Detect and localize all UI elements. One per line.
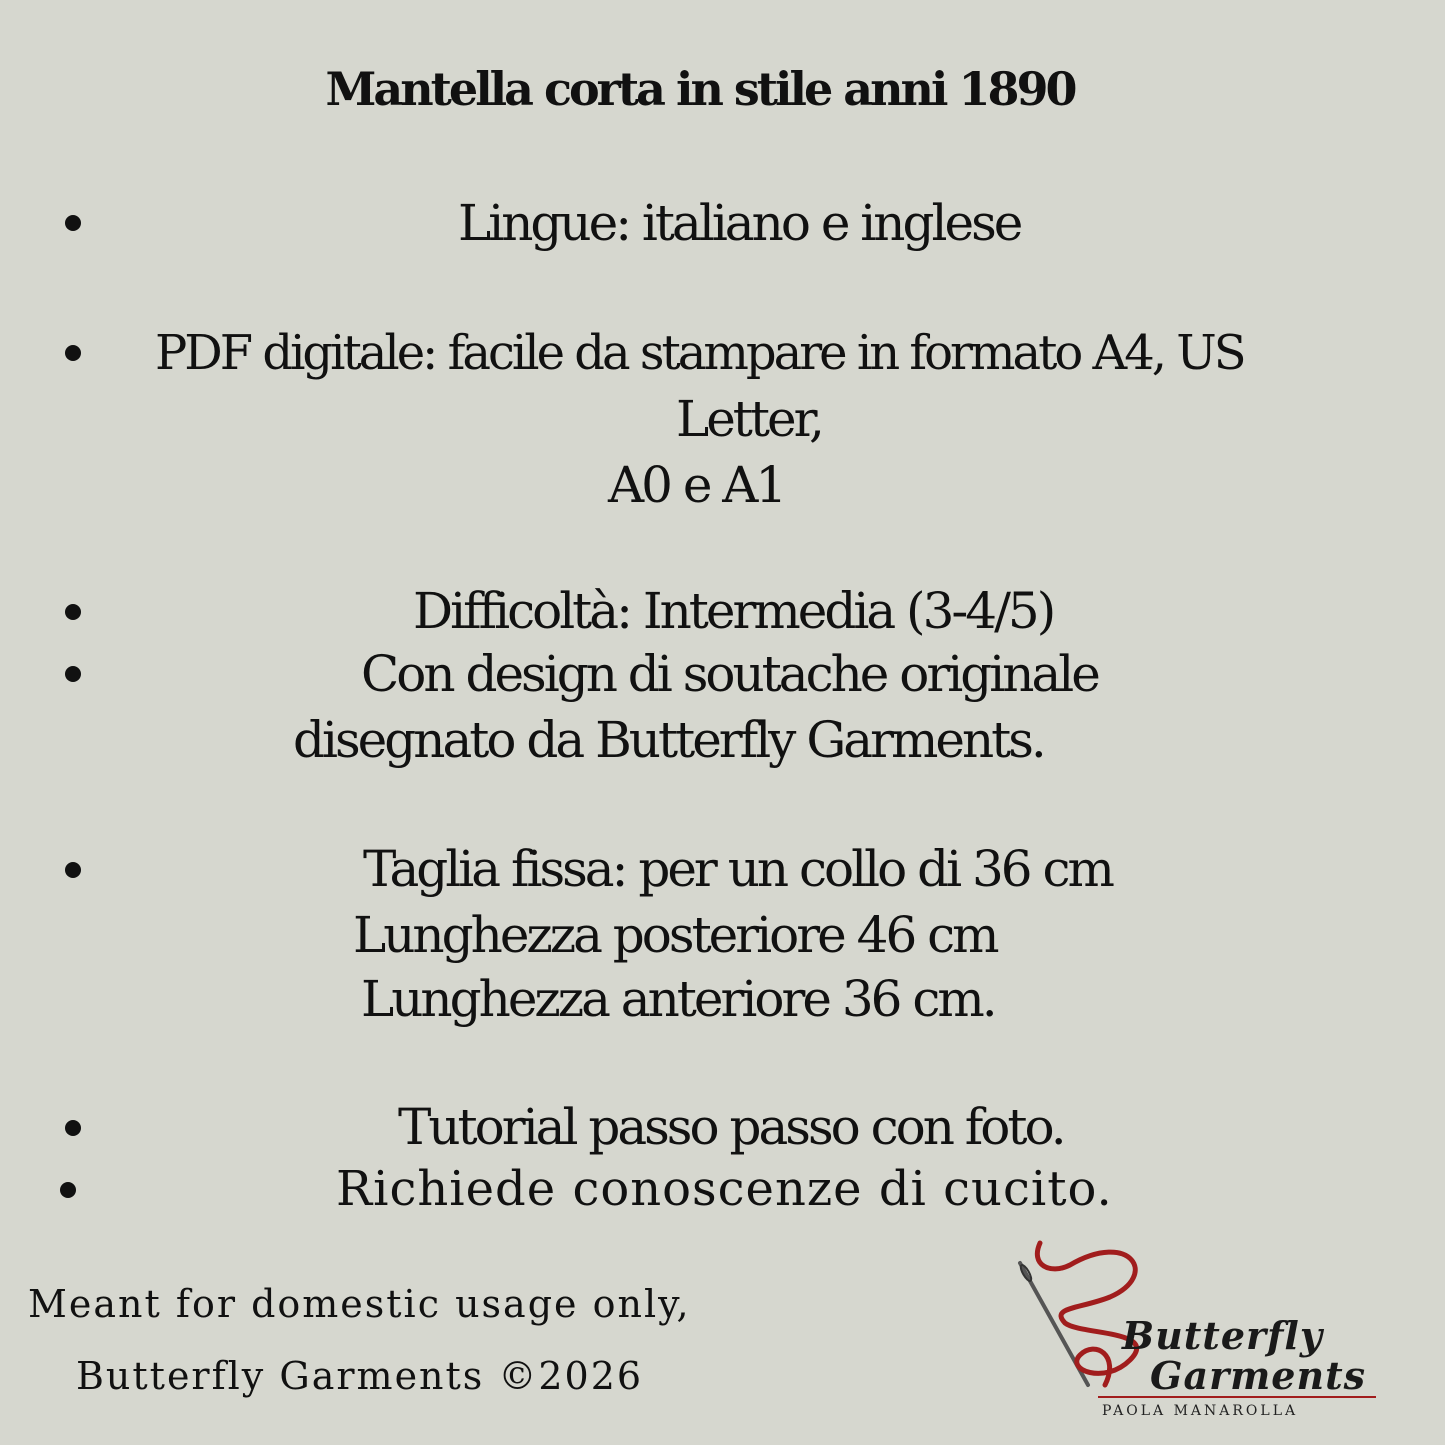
footer-line-2: Butterfly Garments ©2026 bbox=[76, 1354, 644, 1398]
logo-name-line-1: Butterfly bbox=[1122, 1313, 1323, 1358]
list-item-line: Richiede conoscenze di cucito. bbox=[336, 1161, 1113, 1217]
list-item-line: Lingue: italiano e inglese bbox=[458, 194, 1021, 252]
bullet-icon bbox=[65, 215, 81, 231]
list-item-line: Letter, bbox=[676, 390, 822, 448]
logo-name-line-2: Garments bbox=[1150, 1353, 1367, 1398]
bullet-icon bbox=[60, 1182, 76, 1198]
brand-logo bbox=[1010, 1235, 1390, 1435]
logo-subtitle: PAOLA MANAROLLA bbox=[1102, 1403, 1299, 1419]
bullet-icon bbox=[65, 862, 81, 878]
bullet-icon bbox=[65, 666, 81, 682]
list-item-line: Difficoltà: Intermedia (3-4/5) bbox=[413, 582, 1054, 640]
list-item-line: disegnato da Butterfly Garments. bbox=[293, 711, 1044, 769]
list-item-line: Taglia fissa: per un collo di 36 cm bbox=[363, 840, 1112, 898]
list-item-line: Con design di soutache originale bbox=[361, 645, 1098, 703]
list-item-line: Lunghezza anteriore 36 cm. bbox=[361, 970, 995, 1028]
page-title: Mantella corta in stile anni 1890 bbox=[325, 62, 1075, 116]
bullet-icon bbox=[65, 1120, 81, 1136]
list-item-line: A0 e A1 bbox=[608, 456, 785, 514]
list-item-line: PDF digitale: facile da stampare in formato A4, US bbox=[155, 325, 1244, 381]
list-item-line: Lunghezza posteriore 46 cm bbox=[353, 906, 997, 964]
bullet-icon bbox=[65, 604, 81, 620]
footer-line-1: Meant for domestic usage only, bbox=[28, 1282, 691, 1326]
list-item-line: Tutorial passo passo con foto. bbox=[398, 1098, 1064, 1156]
bullet-icon bbox=[65, 345, 81, 361]
